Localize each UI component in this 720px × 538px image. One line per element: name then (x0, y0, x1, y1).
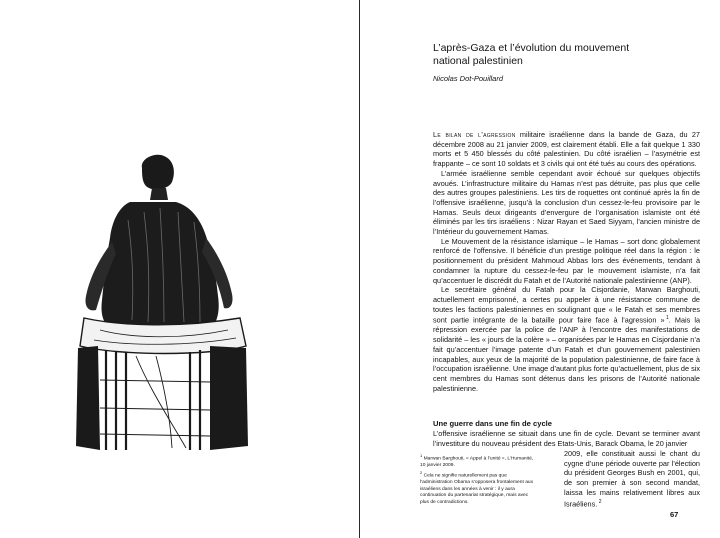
page-number: 67 (670, 510, 679, 519)
footnote-ref-2: 2 (598, 498, 602, 505)
paragraph-4-text-b: . Mais la répression exercée par la police de l’ANP à l’encontre des manifestations de solidarité – les « jours de la colère » – organisées par le Hamas en Cisjordanie n’a fait qu’accentuer l’image patente d’un Fatah et d’un gouvernement palestinien incapables, aux yeux de la majorité de la population palestinienne, de faire face à l’occupation israélienne. Une image d’autant plus forte qu’actuellement, plus de six cent membres du Hamas sont détenus dans les prisons de l’Autorité nationale palestinienne. (433, 315, 701, 393)
paragraph-4-text-a: Le secrétaire général du Fatah pour la Cisjordanie, Marwan Barghouti, actuellement emprisonné, a certes pu appeler à une résistance commune de toutes les factions palestiniennes en soulignant que « le Fatah et ses membres sont partie intégrante de la bataille pour faire face à l’agression » (433, 285, 700, 325)
section-column-text (564, 449, 700, 509)
paragraph-1-text: militaire israélienne dans la bande de Gaza, du 27 décembre 2008 au 21 janvier 2009, est clairement établi. Elle a fait quelque 1 330 morts et 5 450 blessés du côté palestinien. Du côté israélien – l’asymétrie est frappante – ce sont 10 soldats et 3 civils qui ont été tués au cours des opérations. (433, 130, 700, 169)
article-body (433, 130, 700, 393)
footnote-2 (420, 470, 534, 506)
footnote-ref-1: 1 (666, 315, 669, 322)
right-page (360, 0, 720, 538)
article-title-line-1: L’après-Gaza et l’évolution du mouvement (433, 42, 630, 54)
paragraph-3: Le Mouvement de la résistance islamique – le Hamas – sort donc globalement renforcé de l’offensive. Il bénéficie d’un prestige politique réel dans la région : le positionnement du président Mahmoud Abbas lors des événements, tendant à condamner la rupture du cessez-le-feu par le mouvement islamiste, n’a fait qu’accentuer le discrédit du Fatah et de l’Autorité nationale palestinienne (ANP). (433, 236, 700, 285)
footnote-1 (420, 453, 534, 469)
section-subheading: Une guerre dans une fin de cycle (433, 419, 553, 428)
author-byline: Nicolas Dot-Pouillard (433, 74, 504, 83)
footnote-1-mark: 1 (420, 453, 423, 458)
section-column-body: 2009, elle constituait aussi le chant du cygne d’une période ouverte par l’élection du président Georges Bush en 2001, qui, de son premier à son second mandat, laissa les mains relativement libres aux Israéliens. (564, 449, 700, 508)
footnote-1-text: Marwan Barghouti, « Appel à l’unité », L’Humanité, 10 janvier 2009. (420, 456, 534, 469)
article-title-line-2: national palestinien (433, 54, 523, 67)
paragraph-4 (433, 285, 700, 393)
footnotes (420, 453, 534, 507)
paragraph-1 (433, 130, 700, 169)
seated-figure-illustration (60, 150, 260, 460)
footnote-2-mark: 2 (420, 470, 423, 476)
footnote-2-text: Cela ne signifie naturellement pas que l’administration Obama s’opposera frontalement aux israéliens dans les années à venir : il y aura continuation du partenariat stratégique, mais avec plus de contradictions. (420, 474, 534, 505)
section-intro-text: L’offensive israélienne se situait dans une fin de cycle. Devant se terminer avant l’investiture du nouveau président des Etats-Unis, Barack Obama, le 20 janvier (433, 429, 700, 448)
paragraph-2: L’armée israélienne semble cependant avoir échoué sur quelques objectifs avoués. L’infrastructure militaire du Hamas n’est pas détruite, pas plus que celle des autres groupes palestiniens. Les tirs de roquettes ont continué après la fin de l’offensive israélienne, jusqu’à la conclusion d’un cessez-le-feu provisoire par le Hamas. Seuls deux dirigeants d’envergure de l’organisation islamiste ont été éliminés par les tirs israéliens : Nizar Rayan et Saed Siyyam, l’ancien ministre de l’Intérieur du gouvernement Hamas. (433, 168, 700, 237)
left-page (0, 0, 359, 538)
lead-in: Le bilan de l’agression (433, 130, 516, 139)
article-title (433, 42, 653, 67)
